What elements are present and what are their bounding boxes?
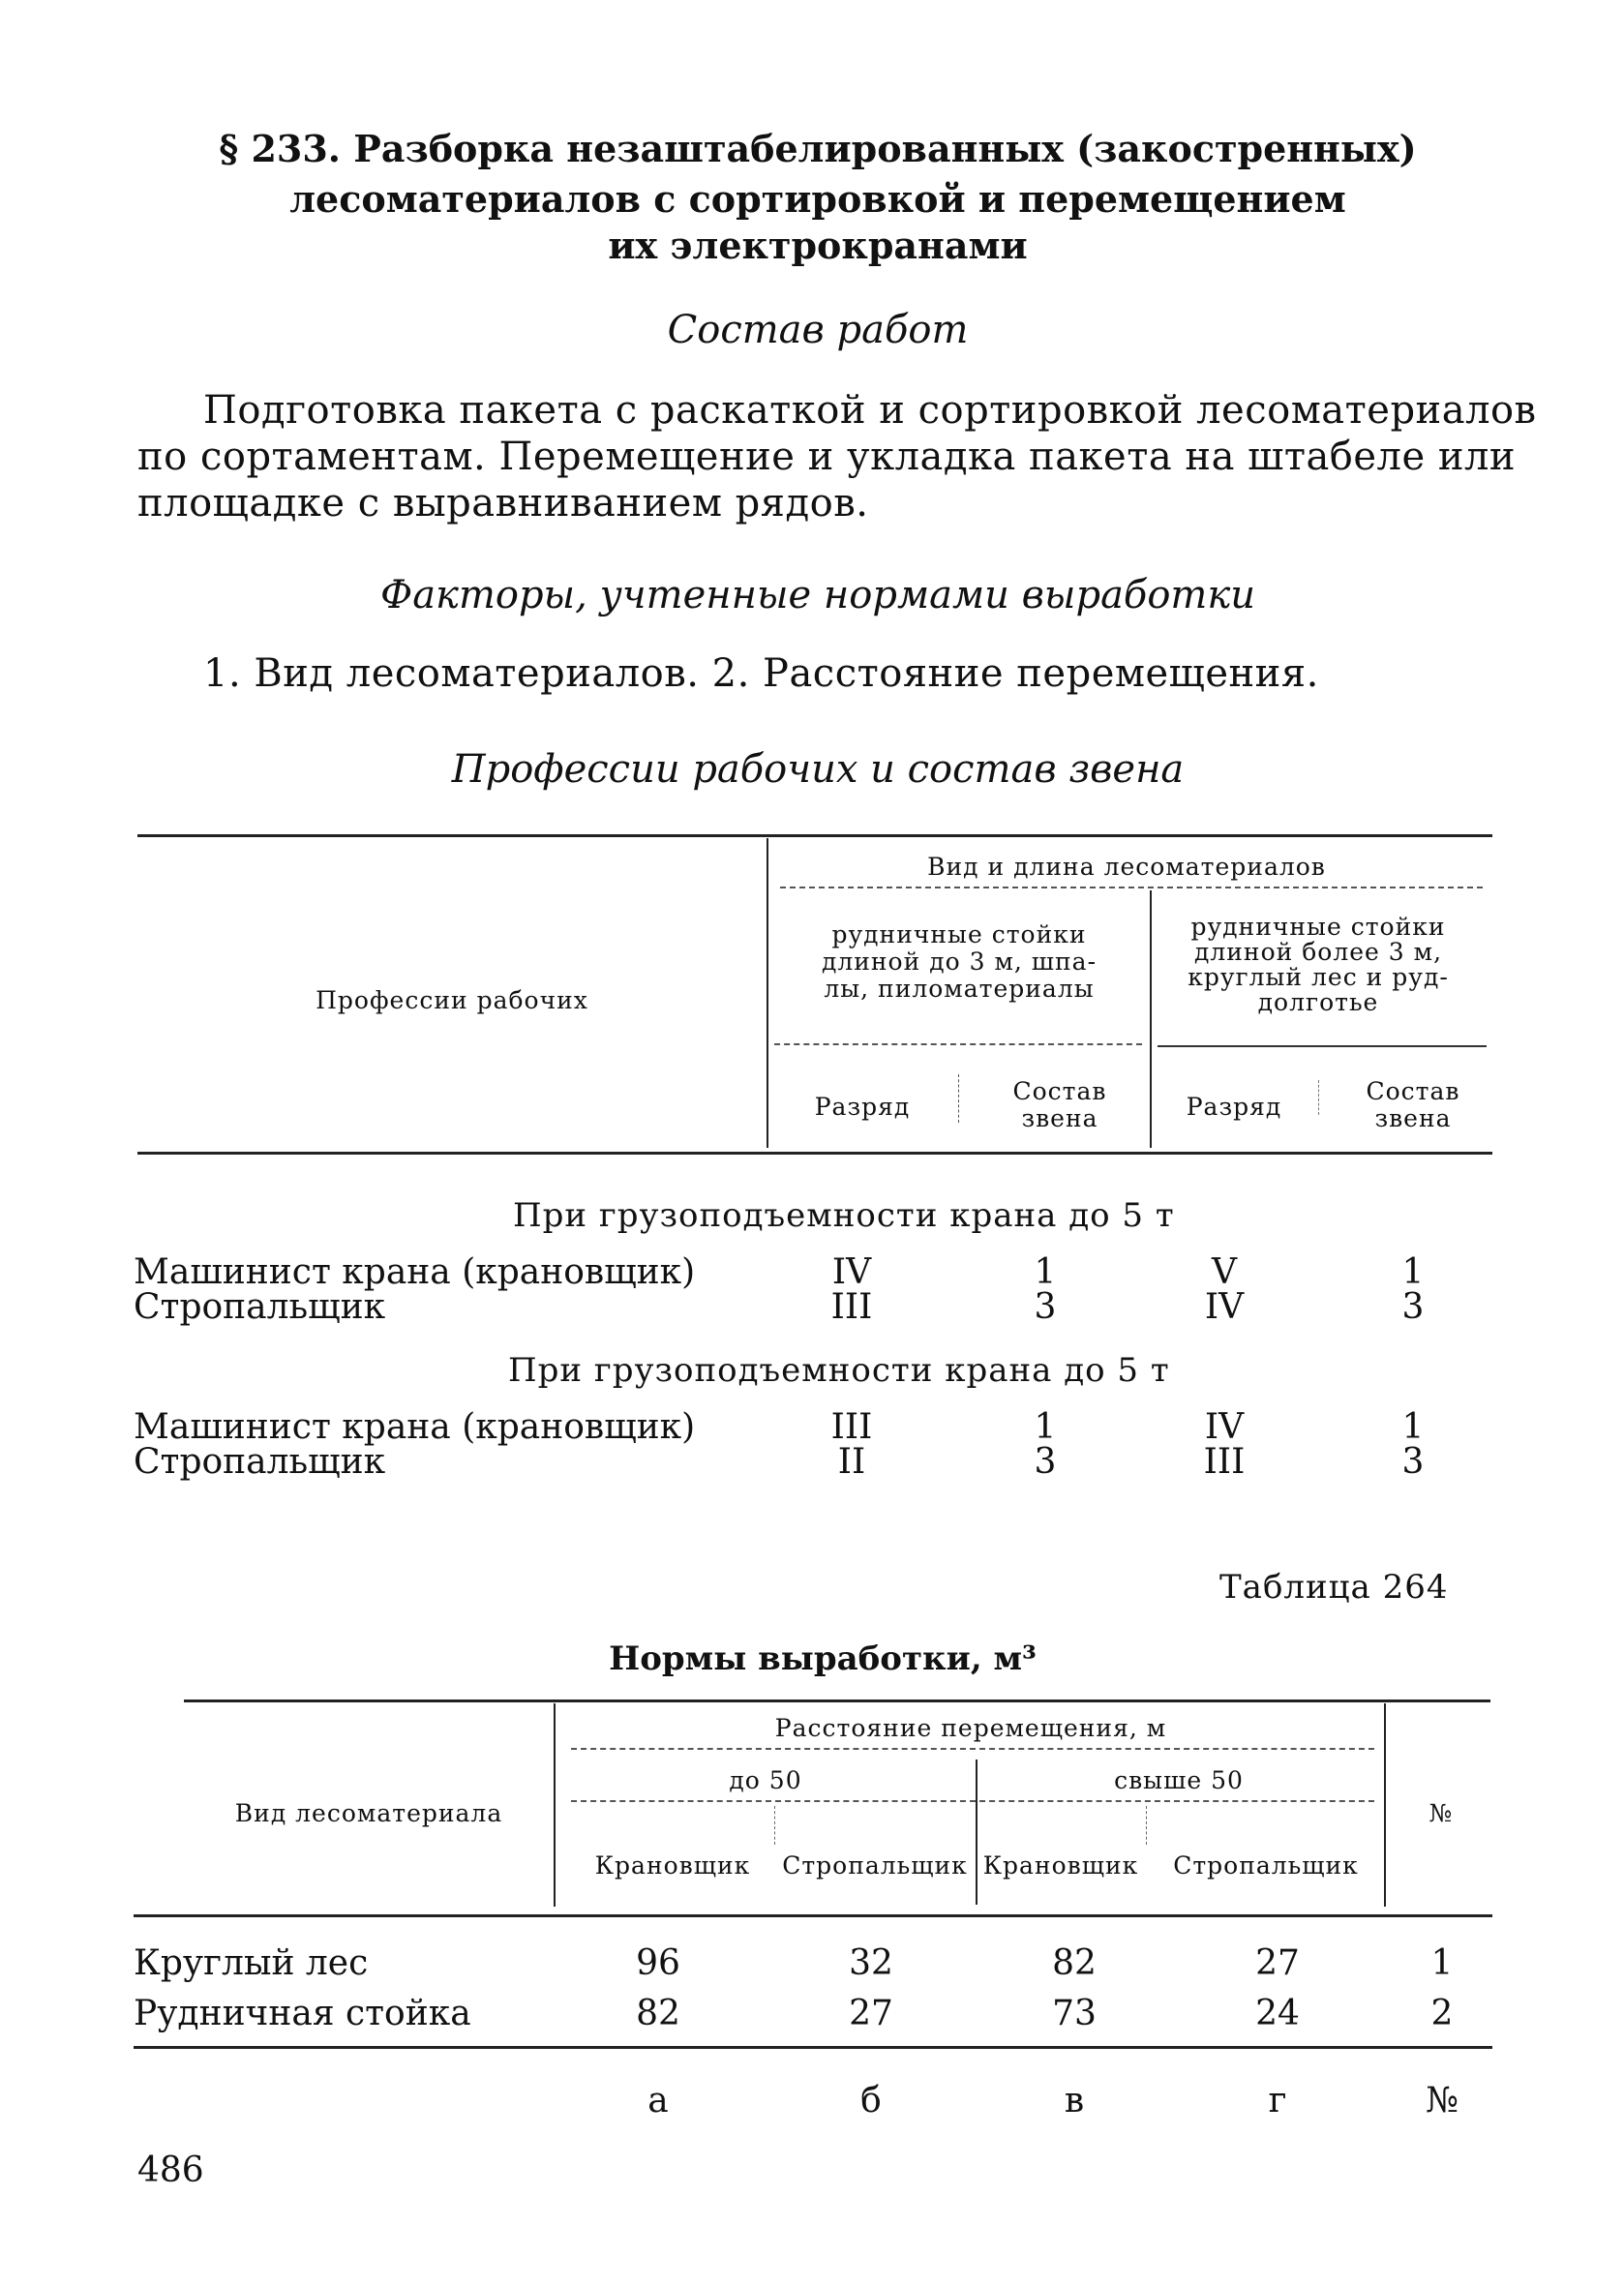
crew-row-grade-a: II [837, 1442, 866, 1482]
norms-col-upto: до 50 [729, 1766, 802, 1794]
norms-table-top-rule [184, 1699, 1490, 1702]
norms-footer-d: г [1268, 2081, 1287, 2121]
section-title-line1: § 233. Разборка незаштабелированных (закостренных) [219, 127, 1417, 170]
crew-group-rule [780, 887, 1483, 888]
crew-sub-a-line1: рудничные стойки [831, 920, 1087, 948]
crew-row-grade-b: IV [1204, 1287, 1245, 1327]
crew-row-name: Стропальщик [134, 1442, 386, 1482]
norms-row-value-b: 32 [849, 1943, 893, 1983]
norms-footer-c: в [1064, 2081, 1085, 2121]
crew-row-count-b: 3 [1401, 1442, 1425, 1482]
crew-row-count-a: 3 [1034, 1442, 1057, 1482]
crew-sub-b-line4: долготье [1257, 988, 1379, 1016]
norms-footer-a: а [647, 2081, 669, 2121]
crew-row-count-a: 1 [1034, 1252, 1057, 1292]
norms-row-number: 2 [1430, 1994, 1454, 2033]
crew-col-professions: Профессии рабочих [316, 986, 588, 1014]
factors-heading: Факторы, учтенные нормами выработки [380, 573, 1255, 617]
crew-grade-a: Разряд [814, 1093, 911, 1121]
table-number-label: Таблица 264 [1219, 1568, 1449, 1607]
norms-col-sling-a: Стропальщик [782, 1851, 968, 1880]
work-text-line2: по сортаментам. Перемещение и укладка пакета на штабеле или [137, 435, 1517, 479]
crew-row-count-b: 1 [1401, 1252, 1425, 1292]
norms-col-crane-b: Крановщик [982, 1851, 1139, 1880]
crew-table-top-rule [137, 834, 1492, 837]
work-text-line1: Подготовка пакета с раскаткой и сортировкой лесоматериалов [203, 388, 1537, 433]
crew-sub-b-rule [1158, 1045, 1487, 1047]
crew-row-grade-b: III [1203, 1442, 1246, 1482]
crew-sub-b-divider [1318, 1080, 1319, 1115]
norms-row-value-a: 82 [636, 1994, 680, 2033]
norms-sub-rule [571, 1800, 1374, 1802]
crew-section2-caption: При грузоподъемности крана до 5 т [508, 1351, 1170, 1390]
norms-footer-no: № [1425, 2081, 1459, 2121]
crew-sub-b-line3: круглый лес и руд- [1188, 963, 1449, 991]
crew-crew-b-line2: звена [1374, 1104, 1452, 1132]
section-title-line3: их электрокранами [608, 224, 1028, 267]
factors-text: 1. Вид лесоматериалов. 2. Расстояние перемещения. [203, 651, 1319, 696]
crew-col-group: Вид и длина лесоматериалов [927, 853, 1326, 881]
crew-crew-a-line1: Состав [1012, 1077, 1107, 1105]
crew-row-grade-a: III [830, 1407, 873, 1447]
crew-grade-b: Разряд [1186, 1093, 1282, 1121]
crew-row-count-b: 1 [1401, 1407, 1425, 1447]
crew-row-grade-b: V [1212, 1252, 1237, 1292]
norms-col-no: № [1429, 1799, 1454, 1827]
page-number: 486 [137, 2151, 204, 2190]
crew-row-name: Стропальщик [134, 1287, 386, 1327]
norms-row-value-d: 27 [1255, 1943, 1300, 1983]
crew-sub-b-line2: длиной более 3 м, [1193, 938, 1443, 966]
norms-row-value-d: 24 [1255, 1994, 1300, 2033]
crew-table-header-bottom-rule [137, 1152, 1492, 1155]
crew-row-grade-b: IV [1204, 1407, 1245, 1447]
norms-distance-rule [571, 1748, 1374, 1750]
crew-row-count-a: 3 [1034, 1287, 1057, 1327]
norms-col-material: Вид лесоматериала [234, 1799, 503, 1827]
crew-sub-a-line3: лы, пиломатериалы [824, 975, 1095, 1003]
crew-row-count-b: 3 [1401, 1287, 1425, 1327]
norms-vdivider-mid [976, 1760, 977, 1905]
crew-row-count-a: 1 [1034, 1407, 1057, 1447]
norms-col-sling-b: Стропальщик [1173, 1851, 1359, 1880]
norms-col-over: свыше 50 [1114, 1766, 1244, 1794]
norms-row-name: Рудничная стойка [134, 1994, 471, 2033]
norms-row-name: Круглый лес [134, 1943, 369, 1983]
norms-sub-divider-right [1146, 1806, 1147, 1845]
crew-sub-a-line2: длиной до 3 м, шпа- [821, 947, 1098, 976]
norms-col-crane-a: Крановщик [594, 1851, 751, 1880]
work-composition-heading: Состав работ [667, 308, 969, 352]
norms-table-heading: Нормы выработки, м³ [609, 1639, 1037, 1678]
norms-row-value-c: 82 [1052, 1943, 1097, 1983]
crew-row-grade-a: III [830, 1287, 873, 1327]
crew-crew-b-line1: Состав [1366, 1077, 1460, 1105]
crew-crew-a-line2: звена [1021, 1104, 1098, 1132]
norms-row-number: 1 [1430, 1943, 1454, 1983]
norms-body-bottom-rule [134, 2046, 1492, 2049]
norms-sub-divider-left [774, 1806, 775, 1845]
norms-col-distance: Расстояние перемещения, м [774, 1714, 1167, 1742]
norms-row-value-c: 73 [1052, 1994, 1097, 2033]
norms-row-value-b: 27 [849, 1994, 893, 2033]
crew-sub-a-rule [774, 1043, 1142, 1045]
crew-row-name: Машинист крана (крановщик) [134, 1252, 696, 1292]
crew-sub-a-divider [958, 1074, 959, 1123]
crew-section1-caption: При грузоподъемности крана до 5 т [513, 1196, 1175, 1235]
norms-header-bottom-rule [134, 1914, 1492, 1917]
section-title-line2: лесоматериалов с сортировкой и перемещением [289, 177, 1346, 221]
crew-table-heading: Профессии рабочих и состав звена [451, 747, 1185, 792]
norms-vdivider-left [554, 1703, 556, 1907]
norms-row-value-a: 96 [636, 1943, 680, 1983]
norms-vdivider-right [1384, 1703, 1386, 1907]
norms-footer-b: б [860, 2081, 882, 2121]
crew-row-name: Машинист крана (крановщик) [134, 1407, 696, 1447]
work-text-line3: площадке с выравниванием рядов. [137, 481, 869, 526]
crew-row-grade-a: IV [831, 1252, 872, 1292]
crew-sub-b-line1: рудничные стойки [1190, 913, 1446, 941]
